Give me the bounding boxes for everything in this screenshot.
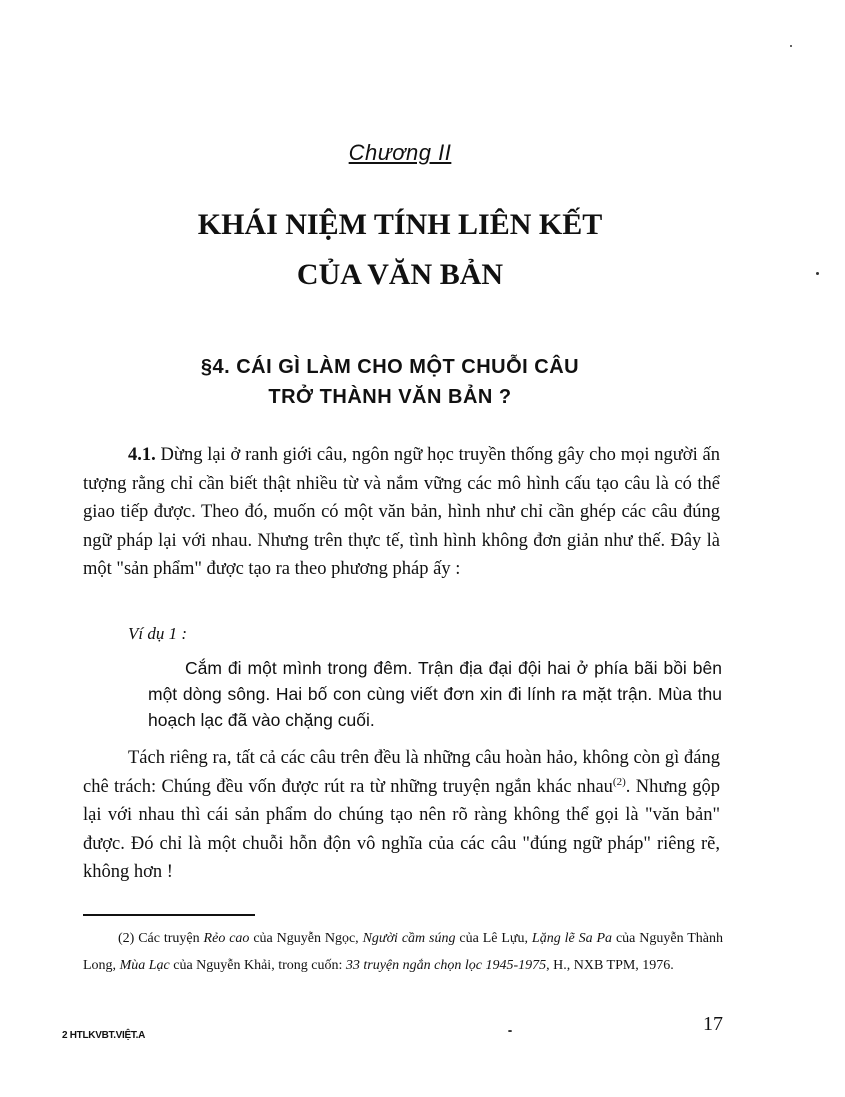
footnote-text: của Nguyễn Khải, trong cuốn: <box>169 958 346 973</box>
footnote <box>83 925 723 979</box>
footnote-text: của Nguyễn Ngọc, <box>249 931 363 946</box>
section-title-line-1: §4. CÁI GÌ LÀM CHO MỘT CHUỖI CÂU <box>200 356 580 378</box>
footnote-title-nguoi-cam-sung: Người cầm súng <box>362 931 456 946</box>
footnote-title-collection: 33 truyện ngắn chọn lọc 1945-1975 <box>345 958 547 973</box>
footnote-title-lang-le-sa-pa: Lặng lẽ Sa Pa <box>531 931 613 946</box>
footnote-reference[interactable]: (2) <box>612 775 626 788</box>
scan-speck <box>790 45 792 47</box>
chapter-title-line-1: KHÁI NIỆM TÍNH LIÊN KẾT <box>197 208 603 241</box>
chapter-label: Chương II <box>348 140 452 165</box>
footnote-text: , H., NXB TPM, 1976. <box>546 958 674 973</box>
example-quote-text: Cắm đi một mình trong đêm. Trận địa đại đội hai ở phía bãi bồi bên một dòng sông. Hai bố con cùng viết đơn xin đi lính ra mặt trận. Mùa thu hoạch lạc đã vào chặng cuối. <box>148 658 722 730</box>
scan-speck <box>816 272 819 275</box>
scan-speck <box>508 1030 512 1032</box>
paragraph-2 <box>83 744 720 887</box>
footnote-text: Các truyện <box>134 931 204 946</box>
paragraph-2-text-after: . Nhưng gộp lại với nhau thì cái sản phẩm do chúng tạo nên rõ ràng không thể gọi là "văn bản" được. Đó chỉ là một chuỗi hỗn độn vô nghĩa của các câu "đúng ngữ pháp" riêng rẽ, không hơn ! <box>83 776 720 882</box>
footnote-title-reo-cao: Rẻo cao <box>203 931 250 946</box>
paragraph-4-1 <box>83 441 720 584</box>
print-signature: 2 HTLKVBT.VIỆT.A <box>62 1030 145 1041</box>
example-label: Ví dụ 1 : <box>128 624 188 643</box>
chapter-title <box>0 200 800 300</box>
chapter-title-line-2: CỦA VĂN BẢN <box>296 258 504 291</box>
paragraph-number: 4.1. <box>128 445 156 465</box>
footnote-text: của Nguyễn Thành Long, <box>83 931 724 973</box>
footnote-text: của Lê Lựu, <box>455 931 532 946</box>
page-number: 17 <box>703 1013 723 1035</box>
footnote-title-mua-lac: Mùa Lạc <box>119 958 170 973</box>
paragraph-2-text-before: Tách riêng ra, tất cả các câu trên đều là những câu hoàn hảo, không còn gì đáng chê trách: Chúng đều vốn được rút ra từ những truyện ngắn khác nhau <box>83 748 720 797</box>
example-quote <box>148 655 722 733</box>
footnote-divider <box>83 914 255 916</box>
section-title-line-2: TRỞ THÀNH VĂN BẢN ? <box>268 386 512 408</box>
footnote-marker: (2) <box>118 931 135 946</box>
paragraph-4-1-text: Dừng lại ở ranh giới câu, ngôn ngữ học truyền thống gây cho mọi người ấn tượng rằng chỉ cần biết thật nhiều từ và nắm vững các mô hình cấu tạo câu là có thể giao tiếp được. Theo đó, muốn có một văn bản, hình như chỉ cần ghép các câu đúng ngữ pháp lại với nhau. Nhưng trên thực tế, tình hình không đơn giản như thế. Đây là một "sản phẩm" được tạo ra theo phương pháp ấy : <box>83 445 720 579</box>
section-title <box>0 352 780 412</box>
